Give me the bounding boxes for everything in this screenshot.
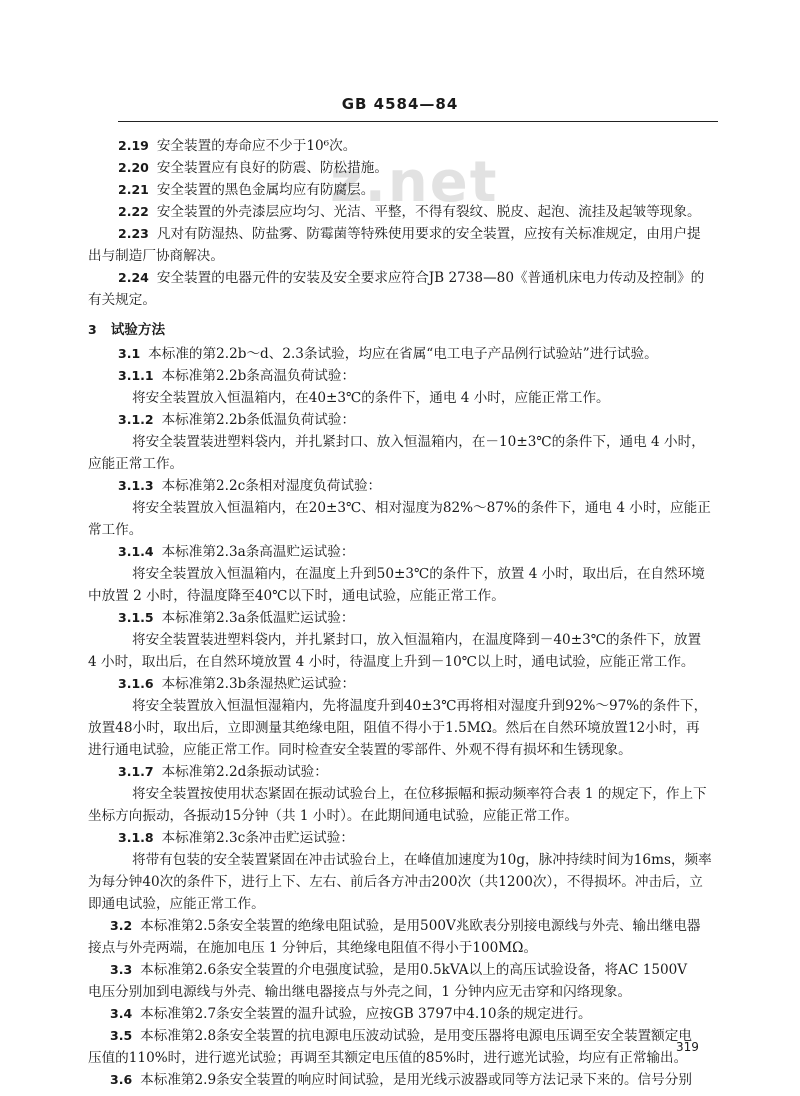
clause-continuation: 坐标方向振动，各振动15分钟（共 1 小时）。在此期间通电试验，应能正常工作。 (88, 808, 578, 824)
clause-paragraph: 将带有包装的安全装置紧固在冲击试验台上，在峰值加速度为10g，脉冲持续时间为16ms，频率 (132, 852, 712, 868)
page-header: GB 4584—84 (341, 95, 459, 113)
clause-paragraph: 将安全装置放入恒温箱内，在20±3℃、相对湿度为82%～87%的条件下，通电 4 小时，应能正 (132, 500, 711, 516)
clause-continuation: 4 小时，取出后，在自然环境放置 4 小时，待温度上升到－10℃以上时，通电试验，应能正常工作。 (88, 654, 695, 670)
clause-line: 3.1.4 本标准第2.3a条高温贮运试验： (118, 544, 355, 560)
clause-line: 2.19 安全装置的寿命应不少于10⁶次。 (118, 138, 357, 154)
clause-continuation: 中放置 2 小时，待温度降至40℃以下时，通电试验，应能正常工作。 (88, 588, 505, 604)
clause-continuation: 为每分钟40次的条件下，进行上下、左右、前后各方冲击200次（共1200次），不得损坏。冲击后，立 (88, 874, 703, 890)
clause-line: 2.20 安全装置应有良好的防震、防松措施。 (118, 160, 388, 176)
clause-continuation: 接点与外壳两端，在施加电压 1 分钟后，其绝缘电阻值不得小于100MΩ。 (88, 940, 538, 956)
clause-continuation: 即通电试验，应能正常工作。 (88, 896, 265, 912)
clause-line: 2.21 安全装置的黑色金属均应有防腐层。 (118, 182, 375, 198)
clause-line: 3.1.5 本标准第2.3a条低温贮运试验： (118, 610, 355, 626)
clause-continuation: 进行通电试验，应能正常工作。同时检查安全装置的零部件、外观不得有损坏和生锈现象。 (88, 742, 632, 758)
clause-line: 3.5 本标准第2.8条安全装置的抗电源电压波动试验，是用变压器将电源电压调至安全装置额定电 (110, 1028, 692, 1044)
clause-line: 3.3 本标准第2.6条安全装置的介电强度试验，是用0.5kVA以上的高压试验设备，将AC 1500V (110, 962, 688, 978)
clause-line: 3.1.1 本标准第2.2b条高温负荷试验： (118, 368, 356, 384)
clause-line: 2.22 安全装置的外壳漆层应均匀、光洁、平整，不得有裂纹、脱皮、起泡、流挂及起皱等现象。 (118, 204, 701, 220)
section-heading: 3 试验方法 (88, 322, 166, 338)
clause-line: 3.1.6 本标准第2.3b条湿热贮运试验： (118, 676, 356, 692)
clause-continuation: 常工作。 (88, 522, 143, 538)
clause-line: 3.1.8 本标准第2.3c条冲击贮运试验： (118, 830, 354, 846)
clause-continuation: 应能正常工作。 (88, 456, 184, 472)
watermark: z.net (330, 150, 499, 215)
clause-continuation: 有关规定。 (88, 292, 156, 308)
clause-line: 3.1 本标准的第2.2b～d、2.3条试验，均应在省属“电工电子产品例行试验站”进行试验。 (118, 346, 658, 362)
clause-continuation: 压值的110%时，进行遮光试验；再调至其额定电压值的85%时，进行遮光试验，均应有正常输出。 (88, 1050, 688, 1066)
clause-continuation: 放置48小时，取出后，立即测量其绝缘电阻，阻值不得小于1.5MΩ。然后在自然环境放置12小时，再 (88, 720, 700, 736)
clause-continuation: 电压分别加到电源线与外壳、输出继电器接点与外壳之间，1 分钟内应无击穿和闪络现象。 (88, 984, 632, 1000)
clause-paragraph: 将安全装置装进塑料袋内，并扎紧封口、放入恒温箱内，在－10±3℃的条件下，通电 4 小时， (132, 434, 705, 450)
clause-line: 2.24 安全装置的电器元件的安装及安全要求应符合JB 2738—80《普通机床电力传动及控制》的 (118, 270, 705, 286)
clause-paragraph: 将安全装置放入恒温箱内，在温度上升到50±3℃的条件下，放置 4 小时，取出后，在自然环境 (132, 566, 705, 582)
clause-line: 3.1.7 本标准第2.2d条振动试验： (118, 764, 328, 780)
clause-paragraph: 将安全装置放入恒温恒湿箱内，先将温度升到40±3℃再将相对湿度升到92%～97%的条件下， (132, 698, 708, 714)
clause-line: 3.6 本标准第2.9条安全装置的响应时间试验，是用光线示波器或同等方法记录下来的。信号分别 (110, 1072, 692, 1088)
clause-line: 3.4 本标准第2.7条安全装置的温升试验，应按GB 3797中4.10条的规定进行。 (110, 1006, 592, 1022)
clause-continuation: 出与制造厂协商解决。 (88, 248, 224, 264)
clause-paragraph: 将安全装置装进塑料袋内，并扎紧封口，放入恒温箱内，在温度降到－40±3℃的条件下，放置 (132, 632, 702, 648)
clause-paragraph: 将安全装置按使用状态紧固在振动试验台上，在位移振幅和振动频率符合表 1 的规定下，作上下 (132, 786, 707, 802)
clause-line: 3.1.3 本标准第2.2c条相对湿度负荷试验： (118, 478, 382, 494)
clause-paragraph: 将安全装置放入恒温箱内，在40±3℃的条件下，通电 4 小时，应能正常工作。 (132, 390, 610, 406)
clause-line: 3.1.2 本标准第2.2b条低温负荷试验： (118, 412, 356, 428)
page-number: 319 (676, 1040, 699, 1054)
clause-line: 2.23 凡对有防湿热、防盐雾、防霉菌等特殊使用要求的安全装置，应按有关标准规定，由用户提 (118, 226, 701, 242)
clause-line: 3.2 本标准第2.5条安全装置的绝缘电阻试验，是用500V兆欧表分别接电源线与外壳、输出继电器 (110, 918, 701, 934)
